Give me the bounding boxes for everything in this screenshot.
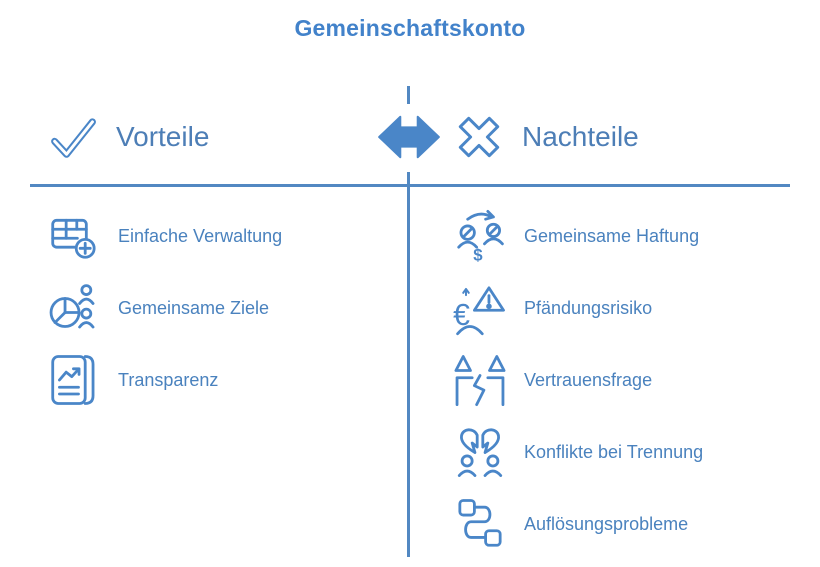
broken-trust-icon (452, 352, 508, 408)
cross-icon (452, 108, 506, 166)
disadvantages-header (452, 108, 639, 166)
advantages-heading: Vorteile (116, 121, 210, 152)
pie-chart-people-icon (46, 280, 102, 336)
item-label: Vertrauensfrage (524, 369, 653, 390)
disadvantages-list (452, 208, 703, 552)
item-label: Konflikte bei Trennung (524, 441, 704, 462)
euro-warning-icon (452, 280, 508, 336)
euro-glyph: € (453, 298, 470, 332)
list-item (452, 496, 703, 552)
item-label: Auflösungsprobleme (524, 513, 689, 534)
item-label: Gemeinsame Ziele (118, 297, 270, 318)
double-arrow-icon (376, 110, 442, 164)
disadvantages-heading: Nachteile (522, 121, 639, 152)
list-item (452, 208, 703, 264)
list-item (46, 208, 282, 264)
item-label: Gemeinsame Haftung (524, 225, 700, 246)
table-plus-icon (46, 208, 102, 264)
check-icon (46, 108, 100, 166)
report-chart-icon (46, 352, 102, 408)
page-title: Gemeinschaftskonto (294, 15, 526, 41)
list-item (46, 280, 282, 336)
advantages-list (46, 208, 282, 408)
flowchart-icon (452, 496, 508, 552)
item-label: Einfache Verwaltung (118, 225, 283, 246)
list-item (46, 352, 282, 408)
list-item (452, 280, 703, 336)
dollar-glyph: $ (473, 245, 483, 264)
list-item (452, 352, 703, 408)
list-item (452, 424, 703, 480)
item-label: Pfändungsrisiko (524, 297, 653, 318)
broken-heart-couple-icon (452, 424, 508, 480)
item-label: Transparenz (118, 369, 219, 390)
horizontal-divider-line (30, 184, 790, 187)
people-money-transfer-icon (452, 208, 508, 264)
advantages-header (46, 108, 209, 166)
